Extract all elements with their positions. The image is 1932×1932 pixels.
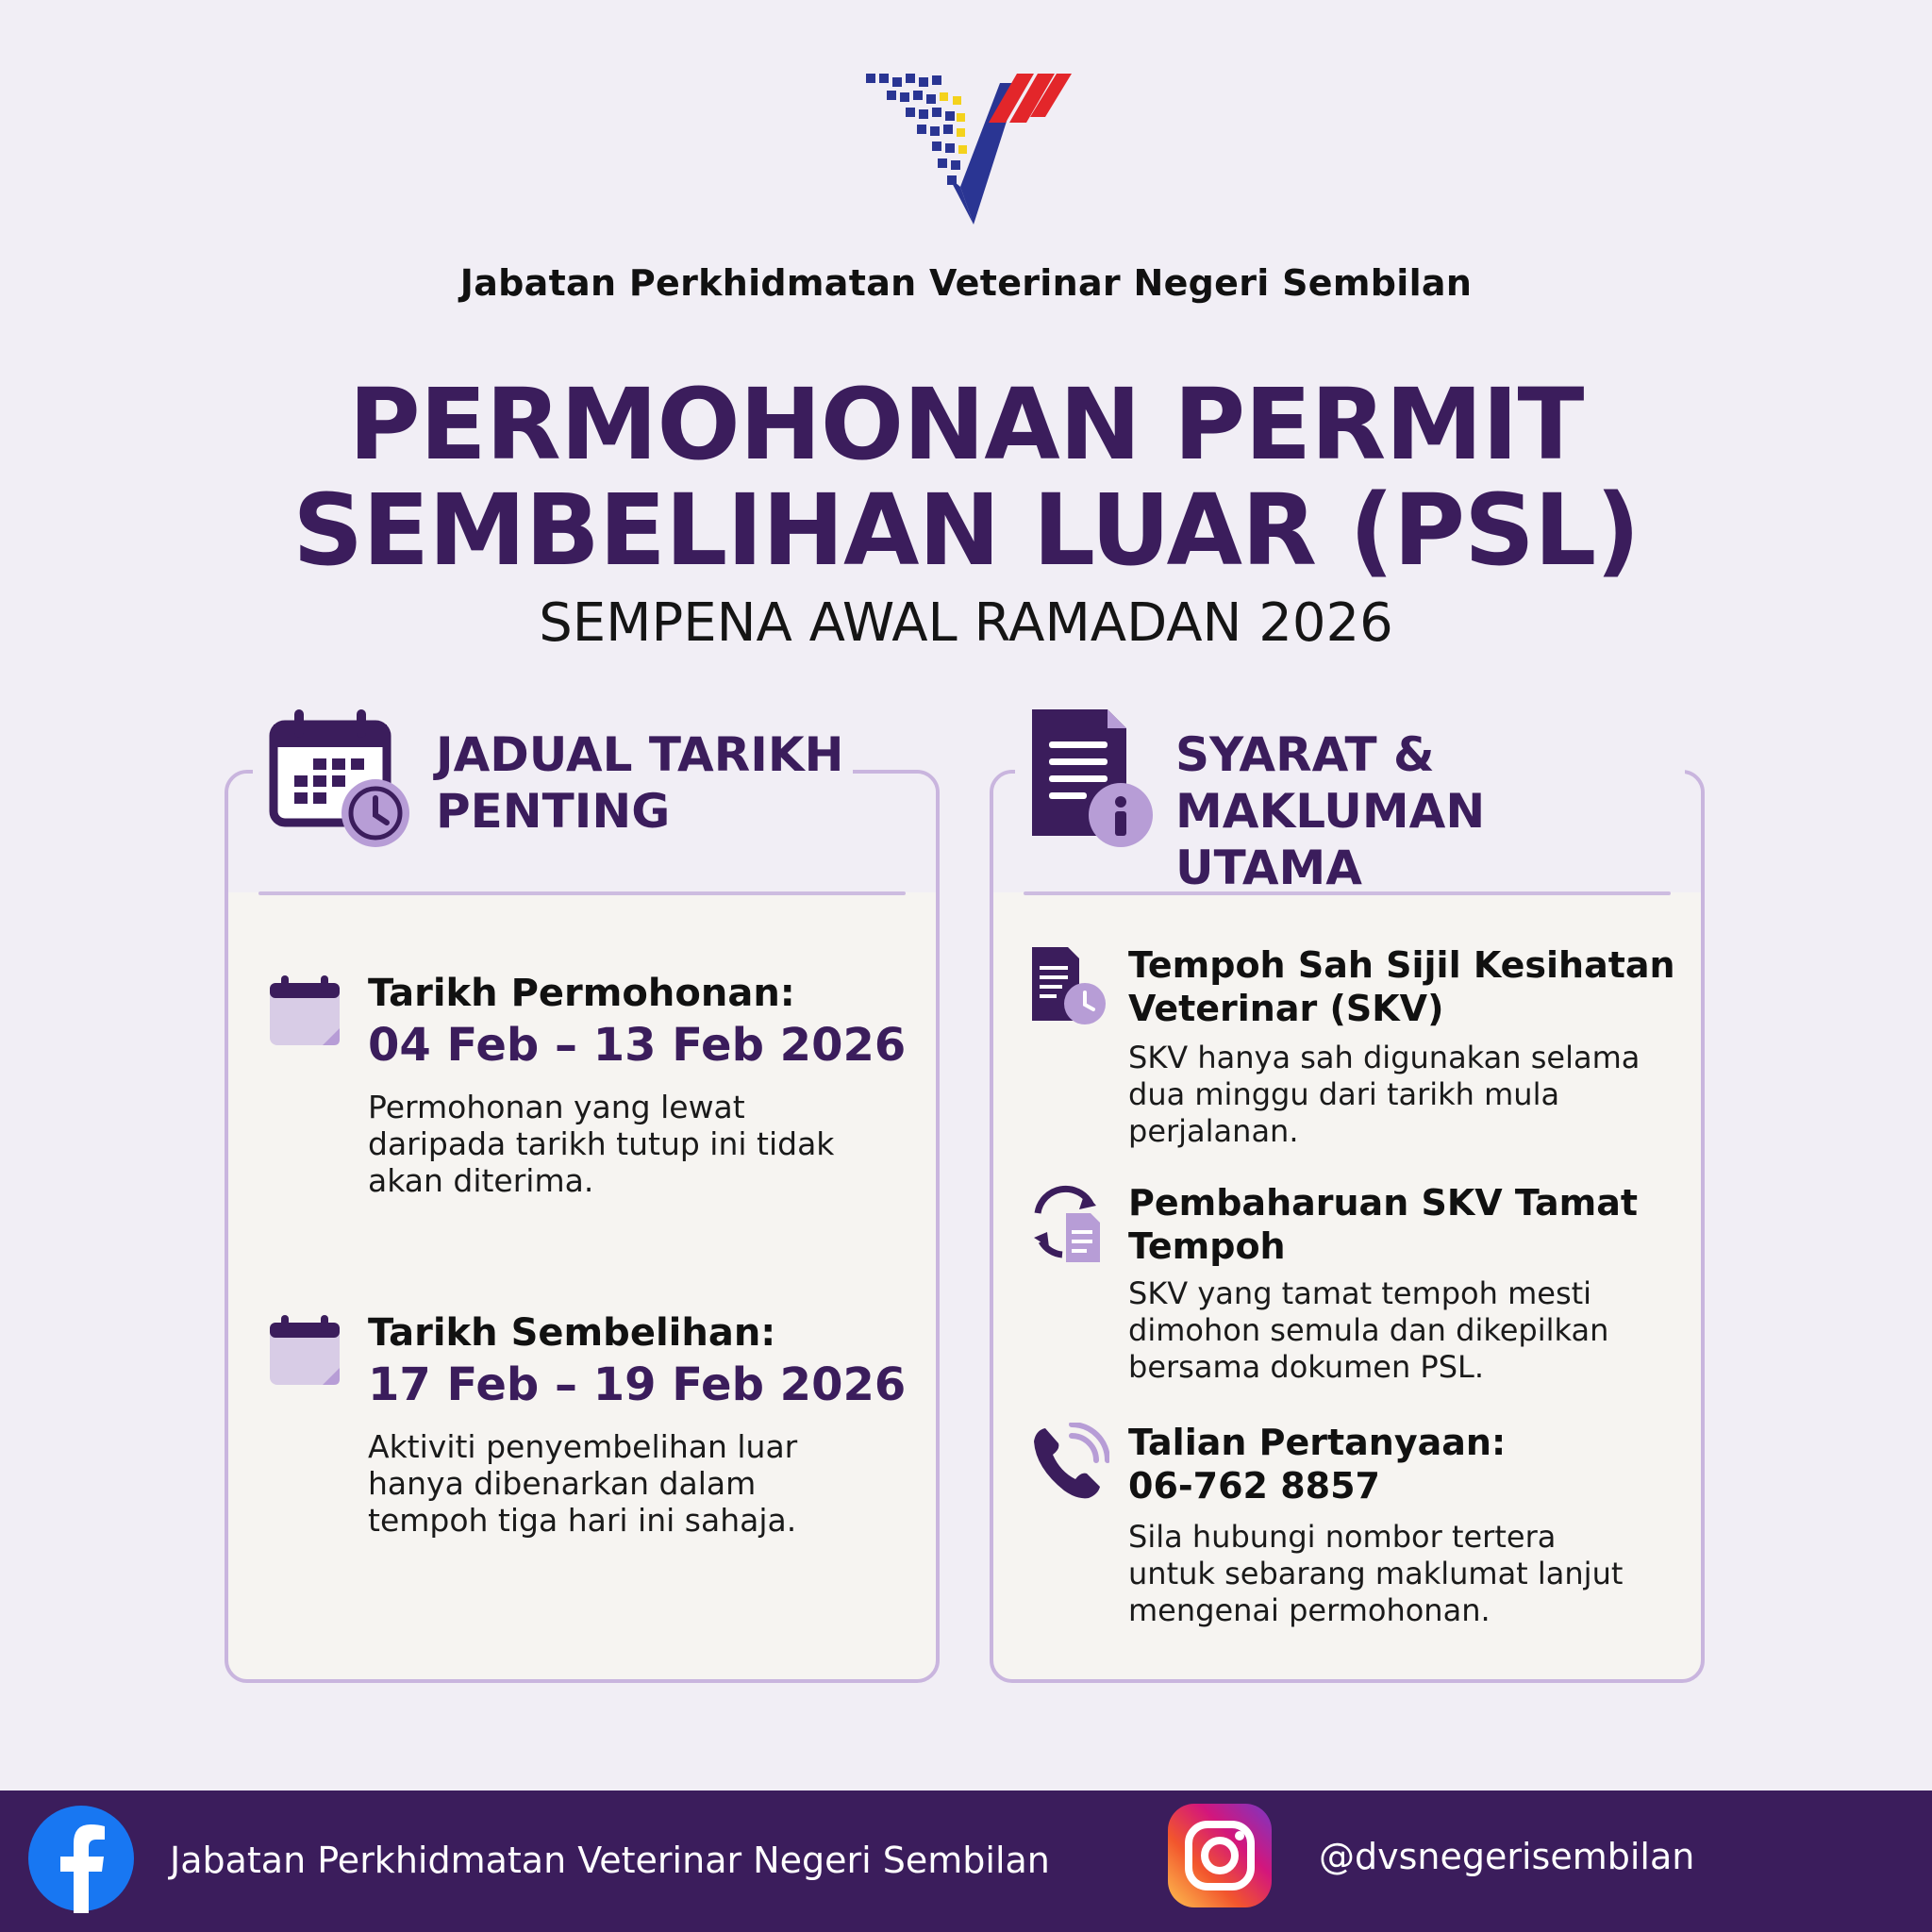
card-title-line-2: MAKLUMAN UTAMA (1175, 784, 1486, 895)
note-line: SKV hanya sah digunakan selama (1128, 1040, 1641, 1075)
calendar-icon (268, 1313, 343, 1389)
organization-name: Jabatan Perkhidmatan Veterinar Negeri Sembilan (459, 262, 1473, 304)
note-line: Sila hubungi nombor tertera (1128, 1519, 1557, 1555)
facebook-icon[interactable] (26, 1804, 136, 1913)
note-line: perjalanan. (1128, 1113, 1299, 1149)
slaughter-date-note (368, 1428, 797, 1539)
heading-line: Veterinar (SKV) (1128, 988, 1444, 1029)
enquiry-line-note (1128, 1519, 1623, 1629)
phone-number: 06-762 8857 (1128, 1465, 1380, 1507)
skv-renewal-note (1128, 1275, 1608, 1386)
heading-line: Talian Pertanyaan: (1128, 1422, 1507, 1463)
calendar-clock-icon (268, 706, 413, 851)
calendar-icon (268, 974, 343, 1049)
instagram-icon[interactable] (1166, 1802, 1274, 1909)
skv-validity-heading (1128, 943, 1675, 1030)
page-title-line-1: PERMOHONAN PERMIT (348, 367, 1584, 482)
document-info-icon (1026, 704, 1158, 851)
heading-line: Pembaharuan SKV Tamat (1128, 1182, 1638, 1224)
document-clock-icon (1028, 945, 1109, 1026)
heading-line: Tempoh (1128, 1225, 1286, 1267)
card-title-line-2: PENTING (436, 784, 671, 839)
application-date-note (368, 1089, 834, 1199)
enquiry-line-heading (1128, 1421, 1506, 1507)
note-line: SKV yang tamat tempoh mesti (1128, 1275, 1592, 1311)
card-divider (258, 891, 906, 895)
note-line: bersama dokumen PSL. (1128, 1349, 1485, 1385)
phone-icon (1028, 1423, 1109, 1504)
page-title-line-2: SEMBELIHAN LUAR (PSL) (292, 473, 1640, 588)
slaughter-date-heading: Tarikh Sembelihan: (368, 1311, 776, 1355)
note-line: tempoh tiga hari ini sahaja. (368, 1502, 797, 1539)
note-line: mengenai permohonan. (1128, 1592, 1491, 1628)
card-title-line-1: JADUAL TARIKH (436, 727, 844, 782)
requirements-title (1175, 726, 1685, 896)
instagram-handle[interactable]: @dvsnegerisembilan (1319, 1836, 1695, 1877)
note-line: Permohonan yang lewat (368, 1089, 745, 1125)
note-line: Aktiviti penyembelihan luar (368, 1428, 798, 1465)
heading-line: Tempoh Sah Sijil Kesihatan (1128, 944, 1675, 986)
dvs-logo (858, 64, 1075, 234)
renew-document-icon (1028, 1185, 1109, 1266)
application-date-range: 04 Feb – 13 Feb 2026 (368, 1019, 907, 1072)
page-subtitle: SEMPENA AWAL RAMADAN 2026 (539, 592, 1393, 654)
important-dates-card (225, 770, 940, 1683)
card-title-line-1: SYARAT & (1175, 727, 1435, 782)
slaughter-date-range: 17 Feb – 19 Feb 2026 (368, 1358, 907, 1411)
note-line: dimohon semula dan dikepilkan (1128, 1312, 1609, 1348)
note-line: hanya dibenarkan dalam (368, 1465, 757, 1502)
note-line: akan diterima. (368, 1162, 594, 1199)
note-line: dua minggu dari tarikh mula (1128, 1076, 1560, 1112)
facebook-page-name[interactable]: Jabatan Perkhidmatan Veterinar Negeri Sembilan (170, 1840, 1050, 1881)
skv-renewal-heading (1128, 1181, 1638, 1268)
application-date-heading: Tarikh Permohonan: (368, 972, 795, 1015)
note-line: untuk sebarang maklumat lanjut (1128, 1556, 1624, 1591)
skv-validity-note (1128, 1040, 1640, 1150)
note-line: daripada tarikh tutup ini tidak (368, 1125, 835, 1162)
important-dates-title (436, 726, 851, 840)
